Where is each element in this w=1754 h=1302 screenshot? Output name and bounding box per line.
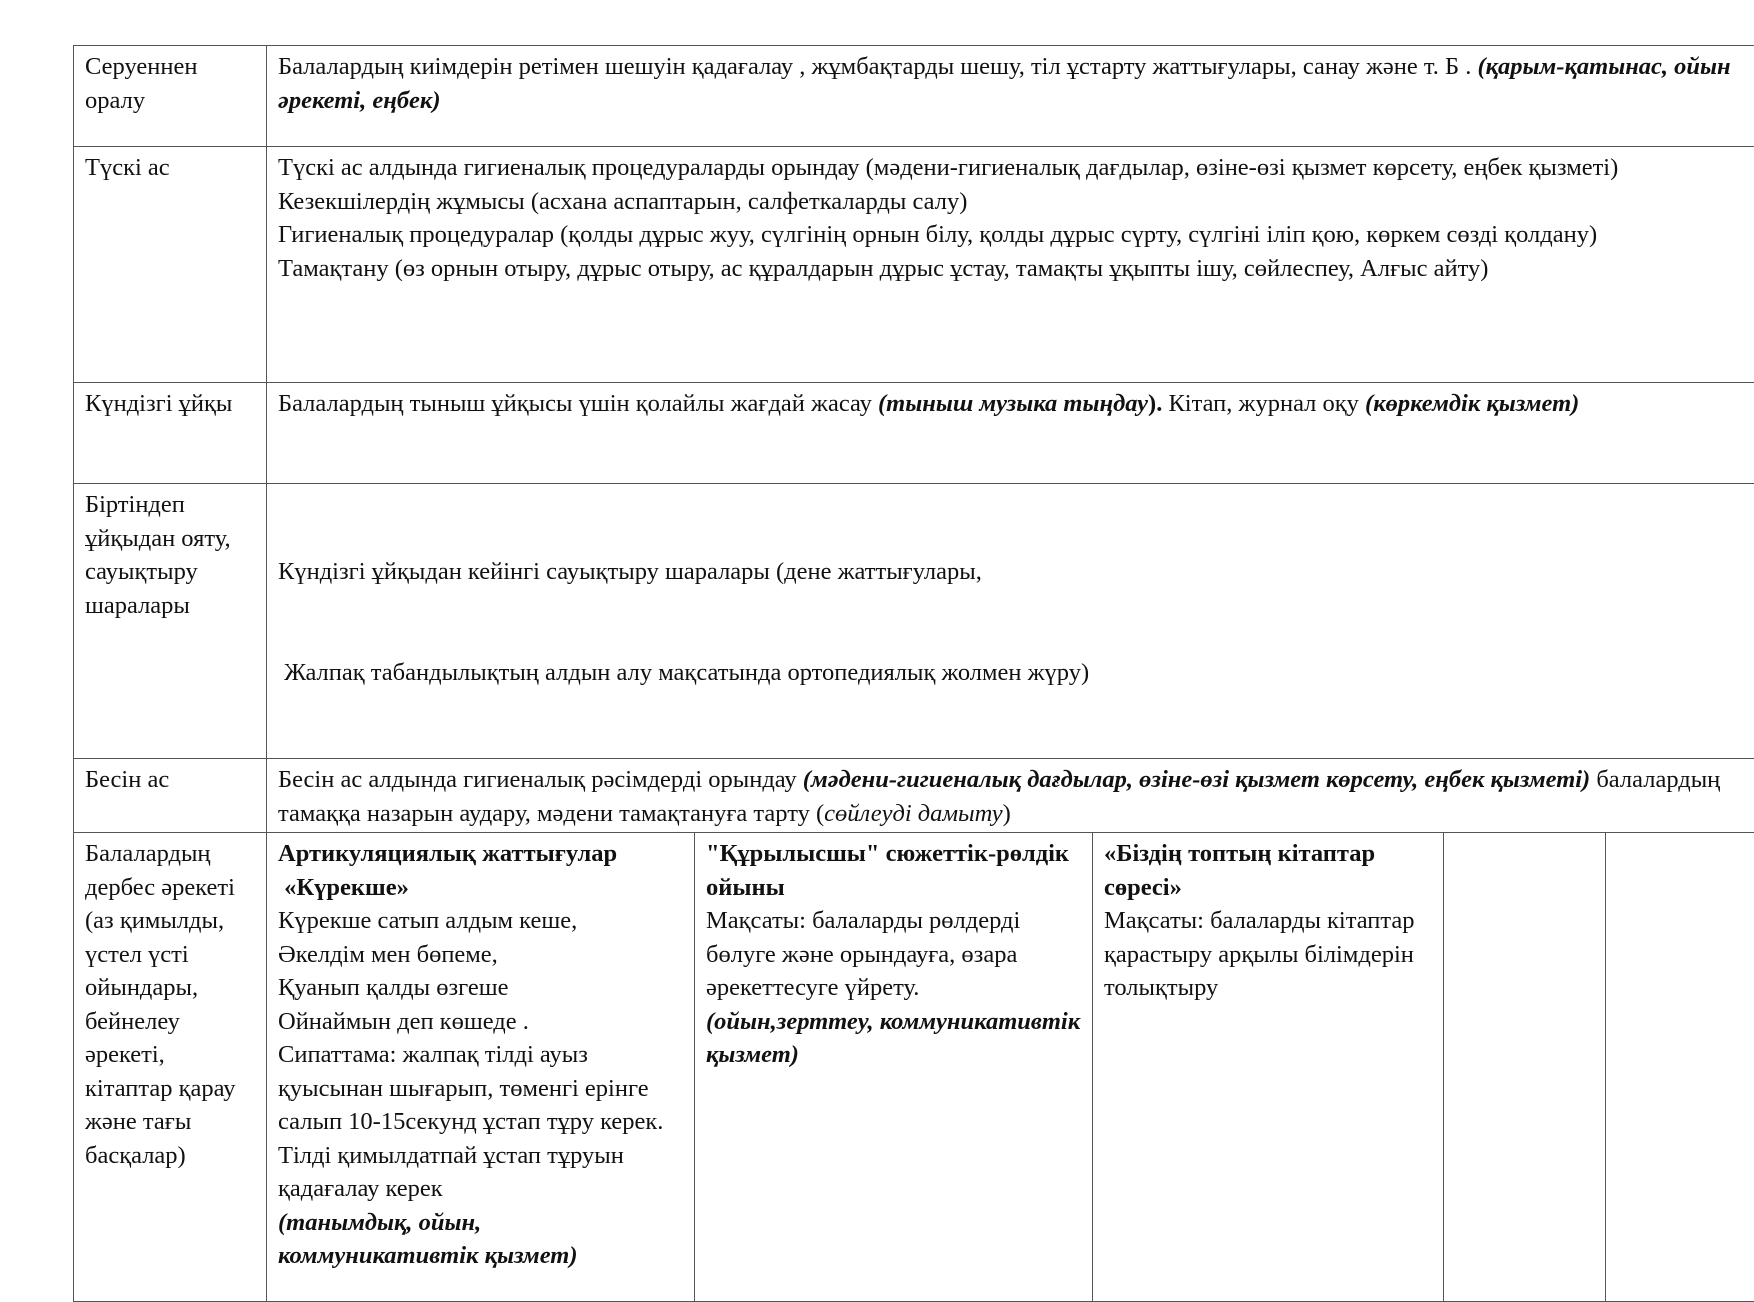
activity-cell: [267, 833, 695, 1302]
content-line: Жалпақ табандылықтың алдын алу мақсатында ортопедиялық жолмен жүру): [278, 656, 1745, 690]
activity-title: «Біздің топтың кітаптар сөресі»: [1104, 837, 1434, 904]
content-text: Кітап, журнал оқу: [1162, 390, 1365, 417]
content-line: Түскі ас алдында гигиеналық процедураларды орындау (мәдени-гигиеналық дағдылар, өзіне-өзі қызмет көрсету, еңбек қызметі): [278, 151, 1745, 185]
activity-cell: [695, 833, 1093, 1302]
row-content: [267, 759, 1754, 833]
activity-tag: (тыныш музыка тыңдау: [878, 390, 1148, 417]
document-page: [73, 45, 1754, 1302]
content-line: Тамақтану (өз орнын отыру, дұрыс отыру, ас құралдарын дұрыс ұстау, тамақты ұқыпты ішу, сөйлеспеу, Алғыс айту): [278, 252, 1745, 286]
empty-cell: [1444, 833, 1606, 1302]
activity-tag: (мәдени-гигиеналық дағдылар, өзіне-өзі қызмет көрсету, еңбек қызметі): [803, 766, 1590, 793]
row-label: Бесін ас: [74, 759, 267, 833]
activity-body: Мақсаты: балаларды рөлдерді бөлуге және орындауға, өзара әрекеттесуге үйрету.: [706, 904, 1083, 1005]
row-content: [267, 147, 1754, 383]
activity-title: "Құрылысшы" сюжеттік-рөлдік ойыны: [706, 837, 1083, 904]
daily-schedule-table: [73, 45, 1754, 1302]
table-row: [74, 484, 1754, 759]
table-row: [74, 383, 1754, 484]
content-line: Кезекшілердің жұмысы (асхана аспаптарын, салфеткаларды салу): [278, 185, 1745, 219]
activity-body: Күрекше сатып алдым кеше, Әкелдім мен бөпеме, Қуанып қалды өзгеше Ойнаймын деп көшеде . Сипаттама: жалпақ тілді ауыз қуысынан шығарып, төменгі ерінге салып 10-15секунд ұстап тұру керек. Тілді қимылдатпай ұстап тұруын қадағалау керек: [278, 904, 685, 1206]
activity-body: Мақсаты: балаларды кітаптар қарастыру арқылы білімдерін толықтыру: [1104, 904, 1434, 1005]
content-text: балалардың тамаққа назарын аудару, мәдени тамақтануға тарту (: [278, 766, 1720, 827]
content-text: Бесін ас алдында гигиеналық рәсімдерді орындау: [278, 766, 803, 793]
content-line: Гигиеналық процедуралар (қолды дұрыс жуу, сүлгінің орнын білу, қолды дұрыс сүрту, сүлгіні іліп қою, көркем сөзді қолдану): [278, 218, 1745, 252]
row-label: Балалардың дербес әрекеті (аз қимылды, үстел үсті ойындары, бейнелеу әрекеті, кітаптар қарау және тағы басқалар): [74, 833, 267, 1302]
row-content: [267, 383, 1754, 484]
activity-subtitle: «Күрекше»: [278, 871, 685, 905]
row-label: Күндізгі ұйқы: [74, 383, 267, 484]
content-text: Балалардың киімдерін ретімен шешуін қадағалау , жұмбақтарды шешу, тіл ұстарту жаттығулары, санау және т. Б .: [278, 53, 1471, 80]
row-content: [267, 46, 1754, 147]
row-content: [267, 484, 1754, 759]
row-label: Серуеннен оралу: [74, 46, 267, 147]
activity-tag: (танымдық, ойын, коммуникативтік қызмет): [278, 1206, 685, 1273]
table-row: [74, 147, 1754, 383]
empty-cell: [1606, 833, 1754, 1302]
table-row: [74, 833, 1754, 1302]
table-row: [74, 759, 1754, 833]
activity-tag: (көркемдік қызмет): [1365, 390, 1579, 417]
content-text: Балалардың тыныш ұйқысы үшін қолайлы жағдай жасау: [278, 390, 872, 417]
row-label: Біртіндеп ұйқыдан ояту, сауықтыру шаралары: [74, 484, 267, 759]
row-label: Түскі ас: [74, 147, 267, 383]
activity-title: Артикуляциялық жаттығулар: [278, 837, 685, 871]
activity-cell: [1093, 833, 1444, 1302]
activity-tag: сөйлеуді дамыту: [824, 800, 1003, 827]
activity-tag: (қарым-қатынас, ойын әрекеті, еңбек): [278, 53, 1731, 114]
content-line: Күндізгі ұйқыдан кейінгі сауықтыру шаралары (дене жаттығулары,: [278, 555, 1745, 589]
activity-tag-end: ).: [1148, 390, 1162, 417]
table-row: [74, 46, 1754, 147]
content-text-end: ): [1003, 800, 1011, 827]
activity-tag: (ойын,зерттеу, коммуникативтік қызмет): [706, 1005, 1083, 1072]
